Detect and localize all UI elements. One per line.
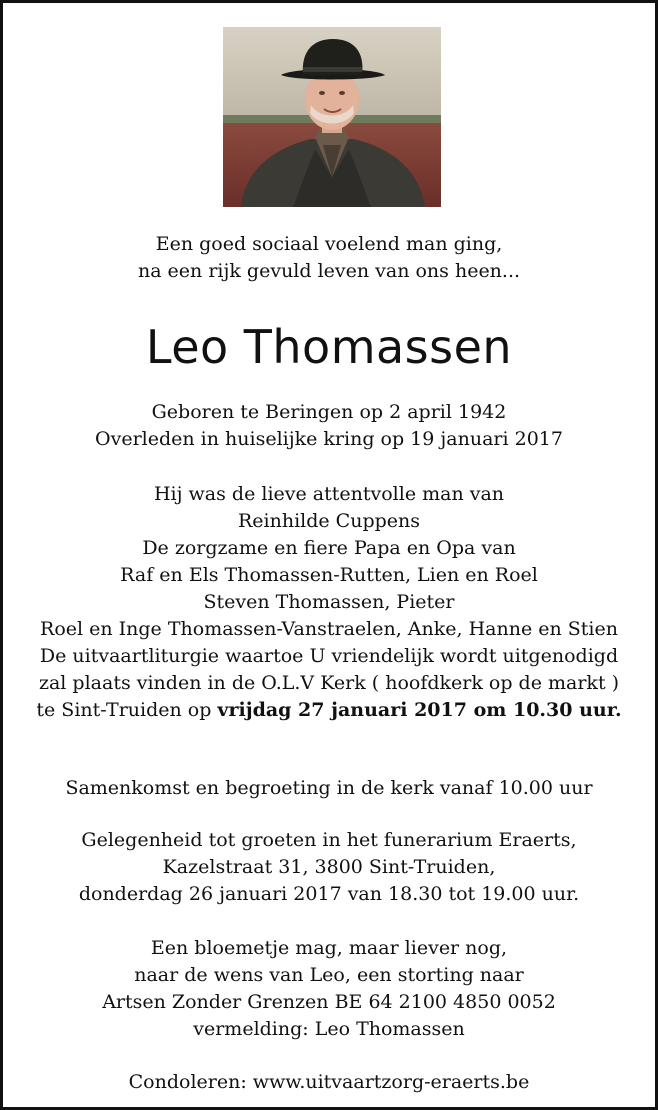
gathering-line: Samenkomst en begroeting in de kerk vanaf 10.00 uur xyxy=(65,777,593,799)
funeral-line-1: De uitvaartliturgie waartoe U vriendelijk wordt uitgenodigd xyxy=(39,645,619,667)
family-line: De zorgzame en fiere Papa en Opa van xyxy=(142,537,516,559)
funeral-date-time: vrijdag 27 januari 2017 om 10.30 uur. xyxy=(217,699,622,721)
visitation-line: Gelegenheid tot groeten in het funerarium Eraerts, xyxy=(81,829,577,851)
funeral-details xyxy=(3,643,655,724)
family-line: Hij was de lieve attentvolle man van xyxy=(153,483,505,505)
gathering-info xyxy=(3,775,655,802)
intro-text xyxy=(3,231,655,285)
visitation-line: donderdag 26 januari 2017 van 18.30 tot 19.00 uur. xyxy=(78,883,580,905)
condolences-info xyxy=(3,1069,655,1096)
donation-line: Artsen Zonder Grenzen BE 64 2100 4850 0052 xyxy=(102,991,556,1013)
visitation-info xyxy=(3,827,655,908)
family-line: Reinhilde Cuppens xyxy=(237,510,421,532)
visitation-line: Kazelstraat 31, 3800 Sint-Truiden, xyxy=(162,856,496,878)
intro-line-1: Een goed sociaal voelend man ging, xyxy=(155,233,503,255)
death-line: Overleden in huiselijke kring op 19 januari 2017 xyxy=(95,428,563,450)
funeral-line-3-prefix: te Sint-Truiden op xyxy=(36,699,218,721)
intro-line-2: na een rijk gevuld leven van ons heen... xyxy=(137,260,521,282)
deceased-name-block xyxy=(3,319,655,375)
deceased-name: Leo Thomassen xyxy=(145,320,513,374)
condolences-line: Condoleren: www.uitvaartzorg-eraerts.be xyxy=(128,1071,530,1093)
family-line: Raf en Els Thomassen-Rutten, Lien en Roel xyxy=(120,564,538,586)
life-dates xyxy=(3,399,655,453)
donation-line: Een bloemetje mag, maar liever nog, xyxy=(150,937,508,959)
family-line: Steven Thomassen, Pieter xyxy=(203,591,455,613)
donation-line: naar de wens van Leo, een storting naar xyxy=(134,964,524,986)
donation-info xyxy=(3,935,655,1043)
portrait-photo xyxy=(223,27,441,207)
funeral-line-3 xyxy=(3,697,655,724)
funeral-line-2: zal plaats vinden in de O.L.V Kerk ( hoofdkerk op de markt ) xyxy=(38,672,620,694)
donation-line: vermelding: Leo Thomassen xyxy=(193,1018,465,1040)
family-list xyxy=(3,481,655,643)
family-line: Roel en Inge Thomassen-Vanstraelen, Anke, Hanne en Stien xyxy=(40,618,618,640)
birth-line: Geboren te Beringen op 2 april 1942 xyxy=(151,401,507,423)
